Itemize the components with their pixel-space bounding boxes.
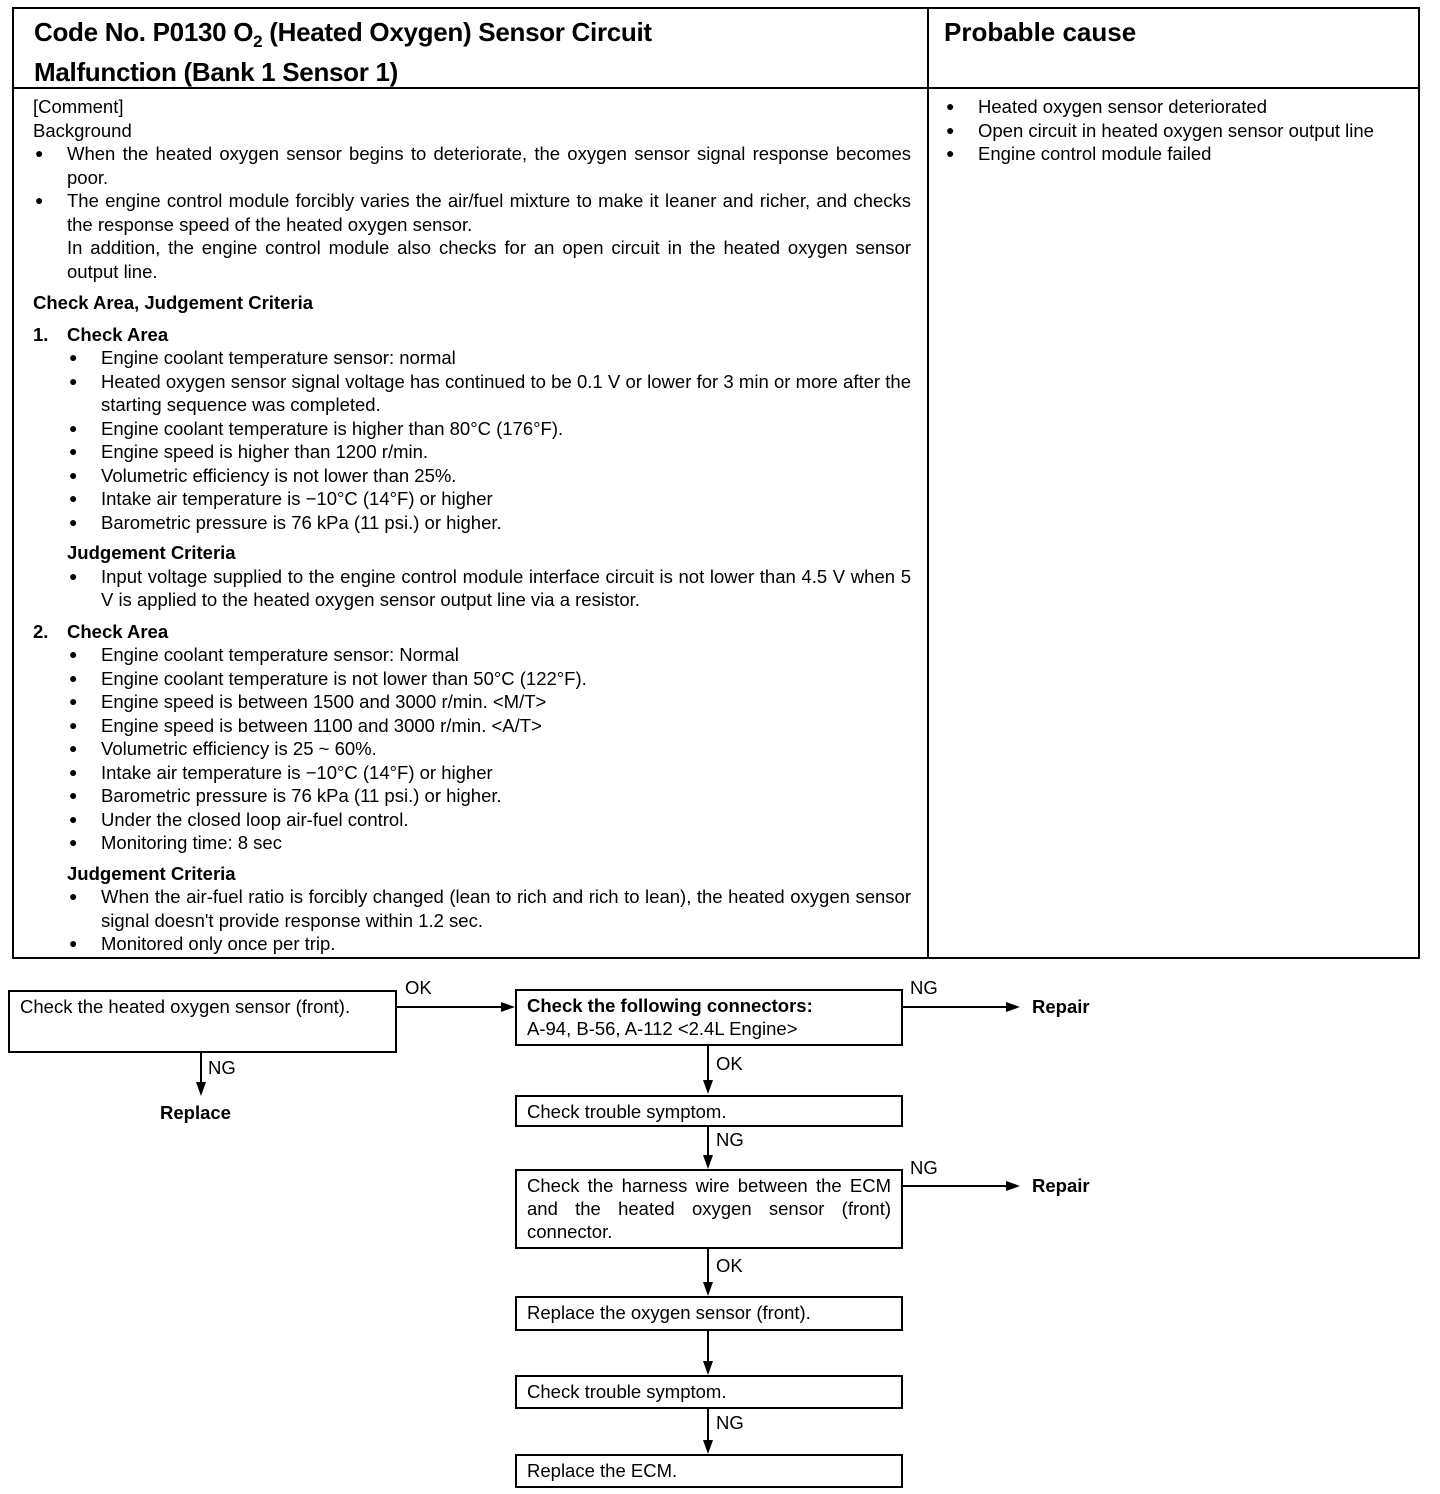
ng-label: NG xyxy=(208,1057,236,1078)
list-item: ● Engine control module failed xyxy=(944,142,1406,166)
arrow-head xyxy=(703,1080,713,1094)
list-item: ● Engine speed is between 1100 and 3000 r/min. <A/T> xyxy=(33,714,911,738)
background-list xyxy=(33,142,911,236)
arrow-head xyxy=(703,1440,713,1454)
check-heading: Check Area, Judgement Criteria xyxy=(33,292,313,313)
page-title: Code No. P0130 $O_2$ (Heated Oxygen) Sensor Circuit Malfunction (Bank 1 Sensor 1) xyxy=(34,17,652,88)
list-item: ● Barometric pressure is 76 kPa (11 psi.) or higher. xyxy=(33,511,911,535)
list-item: ● Monitoring time: 8 sec xyxy=(33,831,911,855)
list-item: ● Open circuit in heated oxygen sensor output line xyxy=(944,119,1406,143)
judgement-heading: Judgement Criteria xyxy=(67,542,236,563)
diagnostic-table xyxy=(12,7,1420,959)
list-item: ● Volumetric efficiency is not lower than 25%. xyxy=(33,464,911,488)
judgement-list xyxy=(33,565,911,612)
arrow-line xyxy=(707,1046,709,1080)
check-area-list xyxy=(33,346,911,534)
list-item: ● Engine coolant temperature is not lower than 50°C (122°F). xyxy=(33,667,911,691)
probable-cause-list xyxy=(944,95,1406,166)
judgement-heading: Judgement Criteria xyxy=(67,862,236,884)
list-item: ● Under the closed loop air-fuel control. xyxy=(33,808,911,832)
replace-result: Replace xyxy=(160,1102,231,1123)
list-item: ● Monitored only once per trip. xyxy=(33,932,911,956)
arrow-line xyxy=(707,1331,709,1361)
probable-cause-column xyxy=(944,95,1406,166)
list-item: ● The engine control module forcibly varies the air/fuel mixture to make it leaner and richer, and checks the response speed of the heated oxygen sensor. xyxy=(33,189,911,236)
ng-label: NG xyxy=(910,977,938,998)
arrow-head xyxy=(501,1002,515,1012)
arrow-line xyxy=(707,1127,709,1155)
flow-box-trouble-symptom-1: Check trouble symptom. xyxy=(515,1095,903,1127)
list-item: ● Engine speed is between 1500 and 3000 r/min. <M/T> xyxy=(33,690,911,714)
list-item: ● When the heated oxygen sensor begins to deteriorate, the oxygen sensor signal response becomes poor. xyxy=(33,142,911,189)
list-item: ● Intake air temperature is −10°C (14°F) or higher xyxy=(33,487,911,511)
flow-box-check-connectors: Check the following connectors: A-94, B-56, A-112 <2.4L Engine> xyxy=(515,989,903,1046)
check-section xyxy=(33,620,911,956)
repair-result: Repair xyxy=(1032,1175,1090,1196)
ng-label: NG xyxy=(716,1412,744,1433)
ok-label: OK xyxy=(405,977,432,998)
flow-box-replace-ecm: Replace the ECM. xyxy=(515,1454,903,1488)
list-item: ● Volumetric efficiency is 25 ~ 60%. xyxy=(33,737,911,761)
check-area-heading: 1. Check Area xyxy=(33,323,169,345)
ng-label: NG xyxy=(716,1129,744,1150)
comment-label: [Comment] xyxy=(33,96,124,117)
list-item: ● Engine coolant temperature is higher than 80°C (176°F). xyxy=(33,417,911,441)
judgement-list xyxy=(33,885,911,956)
check-section xyxy=(33,323,911,612)
arrow-head xyxy=(703,1155,713,1169)
list-item: ● Heated oxygen sensor signal voltage has continued to be 0.1 V or lower for 3 min or more after the starting sequence was completed. xyxy=(33,370,911,417)
ok-label: OK xyxy=(716,1255,743,1276)
list-item: ● When the air-fuel ratio is forcibly changed (lean to rich and rich to lean), the heated oxygen sensor signal doesn't provide response within 1.2 sec. xyxy=(33,885,911,932)
arrow-line xyxy=(903,1185,1007,1187)
comment-column xyxy=(33,95,911,956)
flow-box-check-sensor: Check the heated oxygen sensor (front). xyxy=(8,990,397,1053)
check-area-heading: 2. Check Area xyxy=(33,620,169,642)
list-item: ● Intake air temperature is −10°C (14°F) or higher xyxy=(33,761,911,785)
ok-label: OK xyxy=(716,1053,743,1074)
column-divider xyxy=(927,9,929,957)
flow-box-check-harness: Check the harness wire between the ECM and the heated oxygen sensor (front) connector. xyxy=(515,1169,903,1249)
list-item: ● Engine speed is higher than 1200 r/min. xyxy=(33,440,911,464)
arrow-line xyxy=(707,1409,709,1440)
arrow-head xyxy=(703,1361,713,1375)
background-label: Background xyxy=(33,119,132,141)
list-item: ● Barometric pressure is 76 kPa (11 psi.) or higher. xyxy=(33,784,911,808)
check-area-list xyxy=(33,643,911,855)
arrow-line xyxy=(397,1006,501,1008)
list-item: ● Input voltage supplied to the engine control module interface circuit is not lower than 4.5 V when 5 V is applied to the heated oxygen sensor output line via a resistor. xyxy=(33,565,911,612)
arrow-head xyxy=(1006,1002,1020,1012)
list-item: ● Engine coolant temperature sensor: normal xyxy=(33,346,911,370)
arrow-line xyxy=(707,1249,709,1282)
arrow-head xyxy=(1006,1181,1020,1191)
flow-box-trouble-symptom-2: Check trouble symptom. xyxy=(515,1375,903,1409)
arrow-line xyxy=(200,1053,202,1083)
repair-result: Repair xyxy=(1032,996,1090,1017)
arrow-line xyxy=(903,1006,1007,1008)
ng-label: NG xyxy=(910,1157,938,1178)
flow-box-replace-sensor: Replace the oxygen sensor (front). xyxy=(515,1296,903,1331)
background-extra: In addition, the engine control module also checks for an open circuit in the heated oxygen sensor output line. xyxy=(67,237,911,282)
list-item: ● Engine coolant temperature sensor: Normal xyxy=(33,643,911,667)
arrow-head xyxy=(703,1282,713,1296)
probable-cause-title: Probable cause xyxy=(944,17,1137,47)
list-item: ● Heated oxygen sensor deteriorated xyxy=(944,95,1406,119)
arrow-head xyxy=(196,1082,206,1096)
